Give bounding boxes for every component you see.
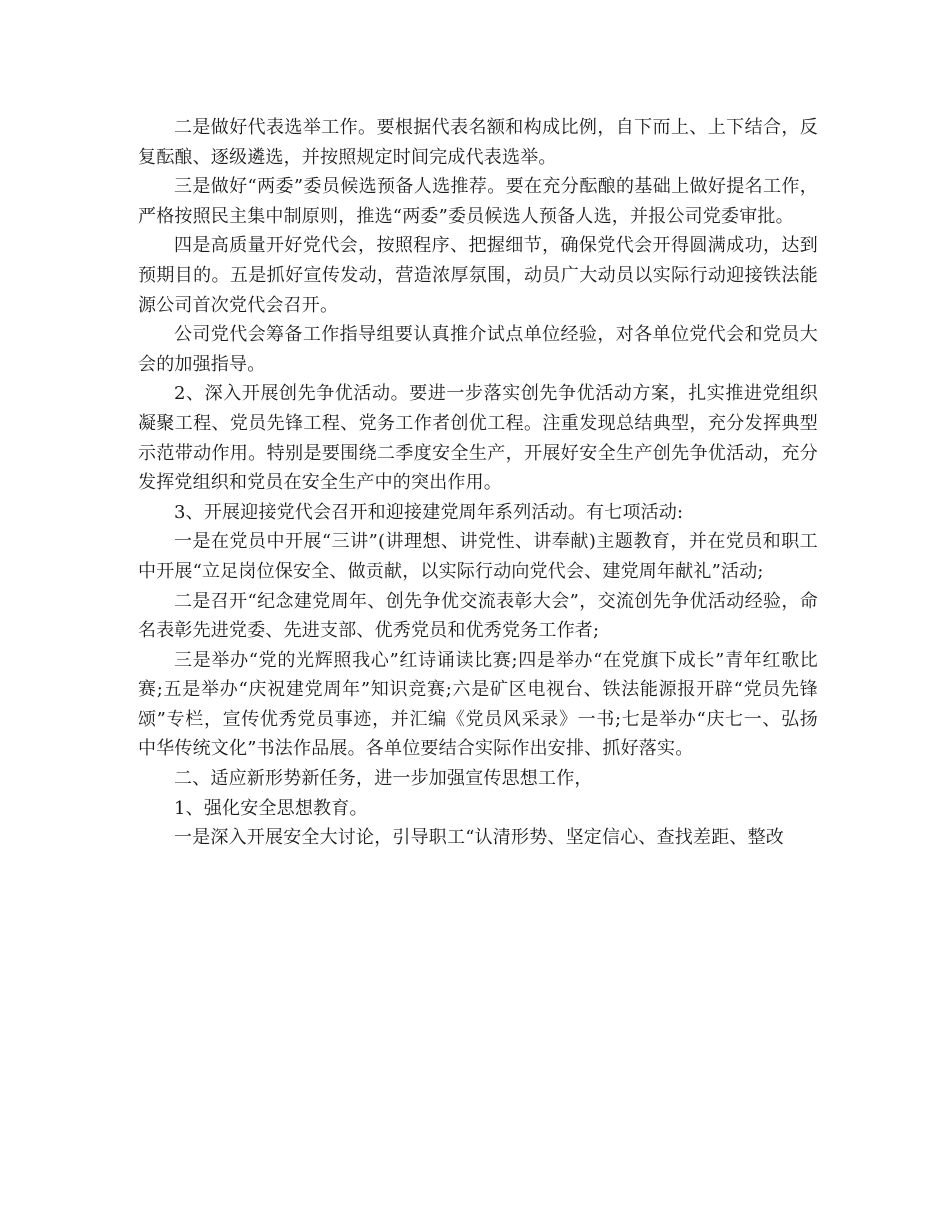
- paragraph-11: 1、强化安全思想教育。: [174, 797, 368, 819]
- document-body: [138, 113, 818, 853]
- paragraph-9: 三是举办“党的光辉照我心”红诗诵读比赛;四是举办“在党旗下成长”青年红歌比赛;五是举办“庆祝建党周年”知识竞赛;六是矿区电视台、铁法能源报开辟“党员先锋颂”专栏，宣传优秀党员事迹，并汇编《党员风采录》一书;七是举办“庆七一、弘扬中华传统文化”书法作品展。各单位要结合实际作出安排、抓好落实。: [138, 649, 818, 760]
- paragraph-10: 二、适应新形势新任务，进一步加强宣传思想工作，: [174, 768, 593, 790]
- paragraph-6: 3、开展迎接党代会召开和迎接建党周年系列活动。有七项活动:: [174, 501, 684, 523]
- paragraph-8: 二是召开“纪念建党周年、创先争优交流表彰大会”，交流创先争优活动经验，命名表彰先进党委、先进支部、优秀党员和优秀党务工作者;: [138, 590, 818, 642]
- paragraph-3: 四是高质量开好党代会，按照程序、把握细节，确保党代会开得圆满成功，达到预期目的。五是抓好宣传发动，营造浓厚氛围，动员广大动员以实际行动迎接铁法能源公司首次党代会召开。: [138, 235, 818, 316]
- paragraph-2: 三是做好“两委”委员候选预备人选推荐。要在充分酝酿的基础上做好提名工作，严格按照民主集中制原则，推选“两委”委员候选人预备人选，并报公司党委审批。: [138, 176, 818, 227]
- paragraph-12: 一是深入开展安全大讨论，引导职工“认清形势、坚定信心、查找差距、整改: [174, 827, 784, 849]
- paragraph-7: 一是在党员中开展“三讲”(讲理想、讲党性、讲奉献)主题教育，并在党员和职工中开展“立足岗位保安全、做贡献，以实际行动向党代会、建党周年献礼”活动;: [138, 531, 818, 582]
- paragraph-1: 二是做好代表选举工作。要根据代表名额和构成比例，自下而上、上下结合，反复酝酿、逐级遴选，并按照规定时间完成代表选举。: [138, 117, 818, 168]
- paragraph-5: 2、深入开展创先争优活动。要进一步落实创先争优活动方案，扎实推进党组织凝聚工程、党员先锋工程、党务工作者创优工程。注重发现总结典型，充分发挥典型示范带动作用。特别是要围绕二季度安全生产，开展好安全生产创先争优活动，充分发挥党组织和党员在安全生产中的突出作用。: [138, 383, 818, 494]
- paragraph-4: 公司党代会筹备工作指导组要认真推介试点单位经验，对各单位党代会和党员大会的加强指导。: [138, 324, 818, 375]
